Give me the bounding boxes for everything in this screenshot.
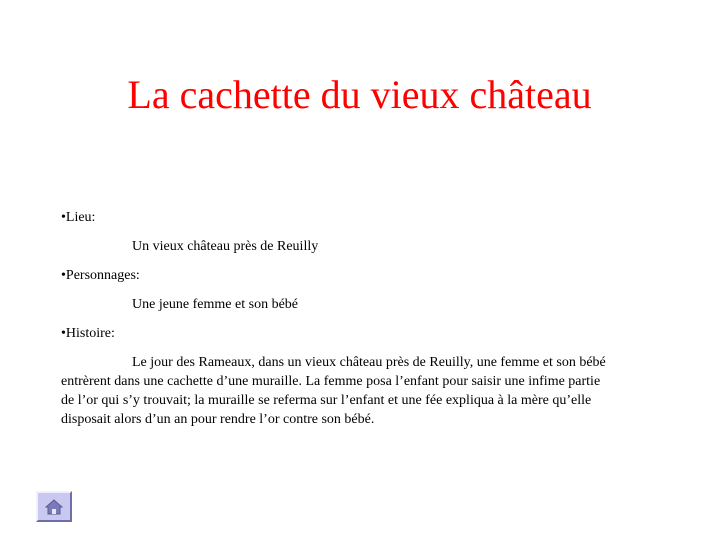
spacer [61, 314, 621, 324]
section-heading-histoire: •Histoire: [61, 326, 115, 341]
section-text-lieu: Un vieux château près de Reuilly [132, 239, 319, 254]
section-heading-lieu: •Lieu: [61, 210, 96, 225]
slide-content [61, 208, 621, 429]
section-text-personnages: Une jeune femme et son bébé [132, 297, 298, 312]
slide-title: La cachette du vieux château [127, 72, 592, 117]
home-button[interactable] [36, 491, 72, 522]
home-icon [45, 498, 63, 516]
spacer [61, 227, 621, 237]
spacer [61, 256, 621, 266]
spacer [61, 285, 621, 295]
section-text-histoire: Le jour des Rameaux, dans un vieux château près de Reuilly, une femme et son bébé entrèrent dans une cachette d’une muraille. La femme posa l’enfant pour saisir une infime partie de l’or qui s’y trouvait; la muraille se referma sur l’enfant et une fée expliqua à la mère qu’elle disposait alors d’un an pour rendre l’or contre son bébé. [61, 355, 606, 427]
section-heading-personnages: •Personnages: [61, 268, 140, 283]
spacer [61, 343, 621, 353]
